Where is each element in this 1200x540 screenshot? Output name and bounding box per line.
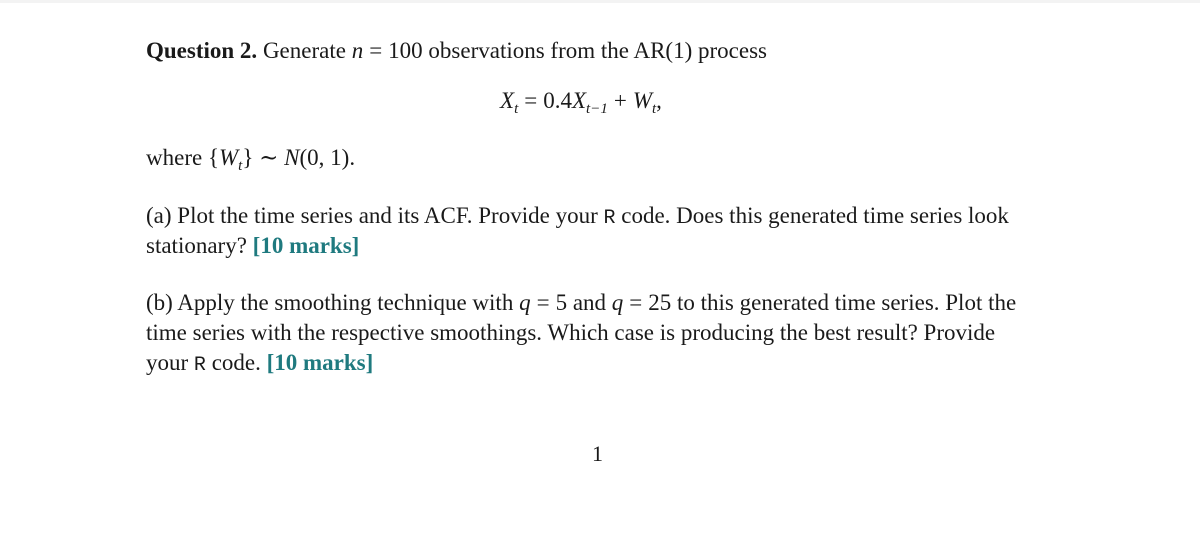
part-a-stationary: stationary? — [146, 233, 247, 258]
eq-lhs-var: X — [500, 88, 515, 113]
set-open-brace: { — [207, 145, 219, 170]
r-code-token-b: R — [193, 354, 206, 377]
eq-equals: = — [524, 88, 538, 113]
eq-rhs-var: X — [571, 88, 587, 113]
part-b-marks: [10 marks] — [266, 350, 374, 375]
normal-dist-symbol: N — [284, 145, 300, 170]
part-b-your: your — [146, 350, 189, 375]
eq-plus: + — [613, 88, 627, 113]
where-w-var: W — [218, 145, 239, 170]
part-a-text: (a) Plot the time series and its ACF. Provide your — [146, 203, 598, 228]
n-variable: n — [351, 38, 364, 63]
part-a-marks: [10 marks] — [252, 233, 360, 258]
r-code-token: R — [603, 207, 616, 230]
eq-noise-var: W — [632, 88, 652, 113]
part-b-line-2 — [146, 318, 995, 348]
where-w-sub: t — [238, 158, 243, 174]
eq-noise-sub: t — [651, 101, 657, 117]
part-b-code-word: code. — [211, 350, 261, 375]
where-word: where — [146, 145, 203, 170]
eq-coefficient: 0.4 — [543, 88, 572, 113]
part-a-line-2 — [146, 231, 359, 261]
q-equals-1: = — [536, 290, 550, 315]
q-variable-2: q — [611, 290, 624, 315]
normal-params: (0, 1). — [299, 145, 356, 170]
question-label: Question 2. — [146, 38, 258, 63]
part-b-text-2: time series with the respective smoothings. Which case is producing the best result? Provide — [146, 320, 996, 345]
q2-value: 25 to this generated time series. Plot the — [648, 290, 1017, 315]
eq-trailing-comma: , — [656, 88, 662, 113]
where-line — [146, 143, 355, 176]
eq-rhs-sub: t−1 — [586, 101, 608, 117]
set-close-brace: } — [242, 145, 254, 170]
equals-sign: = — [369, 38, 383, 63]
question-text-generate: Generate — [262, 38, 346, 63]
ar-equation — [500, 86, 662, 119]
part-a-line-1 — [146, 201, 1009, 234]
part-a-tail: code. Does this generated time series look — [621, 203, 1009, 228]
part-b-line-1 — [146, 288, 1016, 318]
q-variable: q — [519, 290, 531, 315]
n-value-text: 100 observations from the AR(1) process — [388, 38, 767, 63]
question-heading-line — [146, 36, 767, 66]
q-equals-2: = — [629, 290, 643, 315]
sim-symbol: ∼ — [259, 145, 279, 170]
eq-lhs-sub: t — [514, 101, 519, 117]
part-b-line-3 — [146, 348, 373, 381]
part-b-text: (b) Apply the smoothing technique with — [146, 290, 514, 315]
page-top-edge — [0, 0, 1200, 3]
q1-value: 5 and — [555, 290, 607, 315]
page-number: 1 — [592, 441, 603, 466]
